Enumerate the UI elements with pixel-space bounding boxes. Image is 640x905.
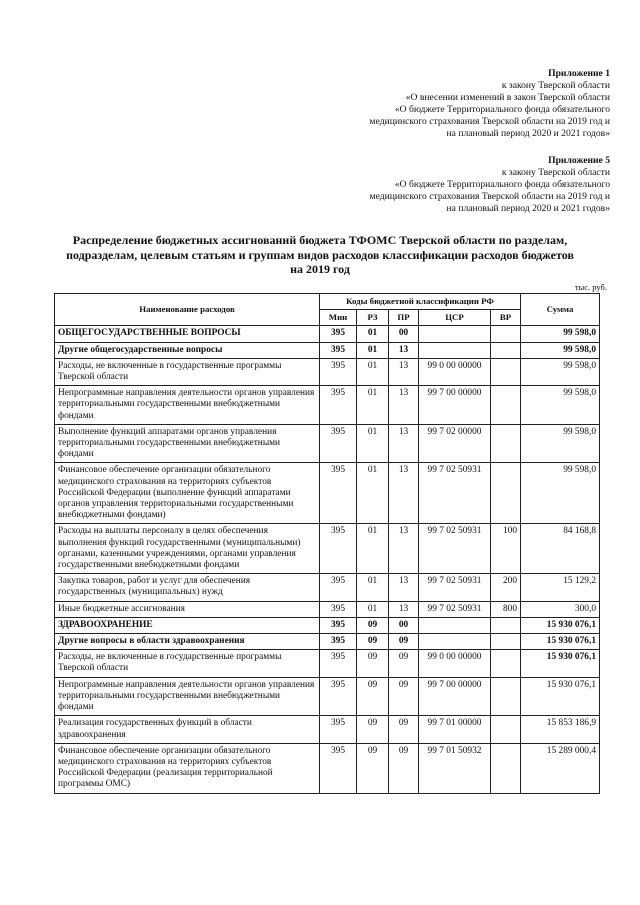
- cell-sum: 300,0: [521, 601, 600, 617]
- cell-rz: 01: [357, 386, 389, 425]
- cell-min: 395: [320, 634, 357, 650]
- cell-vr: [491, 716, 521, 743]
- appendix-5-line: медицинского страхования Тверской области на 2019 год и: [369, 191, 610, 202]
- cell-pr: 09: [389, 634, 419, 650]
- table-row: [55, 601, 600, 617]
- cell-min: 395: [320, 524, 357, 574]
- cell-csr: 99 0 00 00000: [419, 358, 491, 385]
- cell-name: Выполнение функций аппаратами органов управления территориальными государственными внебюджетными фондами: [55, 424, 320, 463]
- cell-min: 395: [320, 743, 357, 793]
- table-row: [55, 342, 600, 358]
- cell-pr: 13: [389, 601, 419, 617]
- unit-label: тыс. руб.: [574, 282, 607, 292]
- table-body: [55, 326, 600, 793]
- cell-name: Иные бюджетные ассигнования: [55, 601, 320, 617]
- cell-sum: 15 289 000,4: [521, 743, 600, 793]
- cell-name: Финансовое обеспечение организации обязательного медицинского страхования на территориях субъектов Российской Федерации (реализация территориальной программы ОМС): [55, 743, 320, 793]
- appendix-5-line: на плановый период 2020 и 2021 годов»: [446, 203, 610, 214]
- cell-min: 395: [320, 601, 357, 617]
- cell-sum: 99 598,0: [521, 463, 600, 524]
- cell-sum: 84 168,8: [521, 524, 600, 574]
- appendix-5-title: Приложение 5: [548, 155, 610, 166]
- table-row: [55, 386, 600, 425]
- cell-csr: [419, 634, 491, 650]
- cell-name: Непрограммные направления деятельности органов управления территориальными государственными внебюджетными фондами: [55, 677, 320, 716]
- cell-csr: 99 7 02 50931: [419, 463, 491, 524]
- cell-name: Другие вопросы в области здравоохранения: [55, 634, 320, 650]
- header-name: Наименование расходов: [55, 294, 320, 326]
- cell-vr: [491, 326, 521, 342]
- cell-pr: 13: [389, 424, 419, 463]
- table-row: [55, 617, 600, 633]
- cell-name: Расходы на выплаты персоналу в целях обеспечения выполнения функций государственными (муниципальными) органами, казенными учреждениями, органами управления государственными внебюджетными фондами: [55, 524, 320, 574]
- cell-vr: [491, 743, 521, 793]
- cell-min: 395: [320, 677, 357, 716]
- table-row: [55, 574, 600, 601]
- cell-min: 395: [320, 617, 357, 633]
- cell-vr: [491, 463, 521, 524]
- cell-pr: 09: [389, 743, 419, 793]
- cell-csr: [419, 342, 491, 358]
- cell-pr: 13: [389, 386, 419, 425]
- header-csr: ЦСР: [419, 310, 491, 326]
- cell-min: 395: [320, 463, 357, 524]
- cell-vr: [491, 386, 521, 425]
- cell-rz: 01: [357, 424, 389, 463]
- cell-sum: 99 598,0: [521, 386, 600, 425]
- cell-name: Другие общегосударственные вопросы: [55, 342, 320, 358]
- budget-table: [54, 293, 600, 794]
- appendix-1-line: медицинского страхования Тверской области на 2019 год и: [369, 116, 610, 127]
- table-row: [55, 524, 600, 574]
- cell-csr: 99 7 00 00000: [419, 677, 491, 716]
- table-row: [55, 463, 600, 524]
- cell-rz: 09: [357, 677, 389, 716]
- cell-rz: 01: [357, 326, 389, 342]
- cell-pr: 13: [389, 524, 419, 574]
- cell-pr: 13: [389, 463, 419, 524]
- cell-pr: 09: [389, 650, 419, 677]
- cell-pr: 00: [389, 617, 419, 633]
- appendix-1-line: «О внесении изменений в закон Тверской области: [405, 92, 610, 103]
- table-row: [55, 424, 600, 463]
- cell-min: 395: [320, 716, 357, 743]
- table-header-row: [55, 294, 600, 310]
- table-row: [55, 716, 600, 743]
- cell-min: 395: [320, 358, 357, 385]
- document-title-line: Распределение бюджетных ассигнований бюджета ТФОМС Тверской области по разделам,: [72, 233, 568, 247]
- cell-rz: 09: [357, 650, 389, 677]
- cell-vr: [491, 358, 521, 385]
- cell-rz: 09: [357, 634, 389, 650]
- cell-sum: 99 598,0: [521, 326, 600, 342]
- cell-sum: 15 930 076,1: [521, 634, 600, 650]
- document-title: [40, 233, 600, 277]
- cell-sum: 99 598,0: [521, 424, 600, 463]
- cell-sum: 99 598,0: [521, 342, 600, 358]
- cell-vr: [491, 634, 521, 650]
- cell-name: Расходы, не включенные в государственные программы Тверской области: [55, 650, 320, 677]
- header-pr: ПР: [389, 310, 419, 326]
- cell-name: Финансовое обеспечение организации обязательного медицинского страхования на территориях субъектов Российской Федерации (выполнение функций аппаратами органов управления территориальными государственными внебюджетными фондами): [55, 463, 320, 524]
- appendix-1-line: к закону Тверской области: [501, 80, 610, 91]
- cell-pr: 09: [389, 716, 419, 743]
- cell-sum: 15 930 076,1: [521, 650, 600, 677]
- cell-rz: 01: [357, 463, 389, 524]
- cell-pr: 13: [389, 574, 419, 601]
- table-row: [55, 650, 600, 677]
- appendix-1-line: «О бюджете Территориального фонда обязательного: [394, 104, 610, 115]
- table-row: [55, 326, 600, 342]
- cell-vr: [491, 650, 521, 677]
- cell-csr: [419, 326, 491, 342]
- cell-rz: 01: [357, 574, 389, 601]
- header-min: Мин: [320, 310, 357, 326]
- table-row: [55, 677, 600, 716]
- cell-min: 395: [320, 650, 357, 677]
- cell-csr: 99 7 01 00000: [419, 716, 491, 743]
- cell-name: Расходы, не включенные в государственные программы Тверской области: [55, 358, 320, 385]
- cell-sum: 15 129,2: [521, 574, 600, 601]
- cell-vr: [491, 424, 521, 463]
- cell-csr: 99 7 02 00000: [419, 424, 491, 463]
- appendix-1-line: на плановый период 2020 и 2021 годов»: [446, 128, 610, 139]
- cell-min: 395: [320, 424, 357, 463]
- cell-rz: 01: [357, 601, 389, 617]
- cell-name: ЗДРАВООХРАНЕНИЕ: [55, 617, 320, 633]
- cell-sum: 15 930 076,1: [521, 617, 600, 633]
- cell-rz: 09: [357, 743, 389, 793]
- table-row: [55, 634, 600, 650]
- cell-csr: 99 7 01 50932: [419, 743, 491, 793]
- cell-pr: 09: [389, 677, 419, 716]
- cell-csr: 99 7 02 50931: [419, 574, 491, 601]
- cell-name: ОБЩЕГОСУДАРСТВЕННЫЕ ВОПРОСЫ: [55, 326, 320, 342]
- header-codes: Коды бюджетной классификации РФ: [320, 294, 521, 310]
- cell-csr: 99 7 02 50931: [419, 601, 491, 617]
- appendix-5-block: [370, 155, 610, 215]
- cell-csr: 99 7 00 00000: [419, 386, 491, 425]
- cell-rz: 01: [357, 342, 389, 358]
- appendix-5-line: «О бюджете Территориального фонда обязательного: [394, 179, 610, 190]
- header-rz: РЗ: [357, 310, 389, 326]
- cell-vr: [491, 617, 521, 633]
- table-row: [55, 743, 600, 793]
- cell-rz: 09: [357, 716, 389, 743]
- document-title-line: на 2019 год: [290, 262, 350, 276]
- cell-rz: 01: [357, 358, 389, 385]
- cell-sum: 15 853 186,9: [521, 716, 600, 743]
- cell-min: 395: [320, 386, 357, 425]
- cell-vr: [491, 677, 521, 716]
- cell-name: Закупка товаров, работ и услуг для обеспечения государственных (муниципальных) нужд: [55, 574, 320, 601]
- header-vr: ВР: [491, 310, 521, 326]
- cell-sum: 99 598,0: [521, 358, 600, 385]
- cell-csr: 99 7 02 50931: [419, 524, 491, 574]
- cell-min: 395: [320, 342, 357, 358]
- cell-min: 395: [320, 574, 357, 601]
- cell-rz: 01: [357, 524, 389, 574]
- appendix-1-block: [370, 68, 610, 140]
- header-sum: Сумма: [521, 294, 600, 326]
- appendix-5-line: к закону Тверской области: [501, 167, 610, 178]
- appendix-1-title: Приложение 1: [548, 68, 610, 79]
- cell-csr: 99 0 00 00000: [419, 650, 491, 677]
- cell-vr: 800: [491, 601, 521, 617]
- cell-vr: 200: [491, 574, 521, 601]
- cell-name: Реализация государственных функций в области здравоохранения: [55, 716, 320, 743]
- cell-pr: 13: [389, 358, 419, 385]
- cell-vr: [491, 342, 521, 358]
- cell-sum: 15 930 076,1: [521, 677, 600, 716]
- cell-name: Непрограммные направления деятельности органов управления территориальными государственными внебюджетными фондами: [55, 386, 320, 425]
- table-row: [55, 358, 600, 385]
- cell-vr: 100: [491, 524, 521, 574]
- cell-csr: [419, 617, 491, 633]
- cell-rz: 09: [357, 617, 389, 633]
- cell-min: 395: [320, 326, 357, 342]
- cell-pr: 00: [389, 326, 419, 342]
- document-title-line: подразделам, целевым статьям и группам видов расходов классификации расходов бюджетов: [66, 247, 574, 262]
- cell-pr: 13: [389, 342, 419, 358]
